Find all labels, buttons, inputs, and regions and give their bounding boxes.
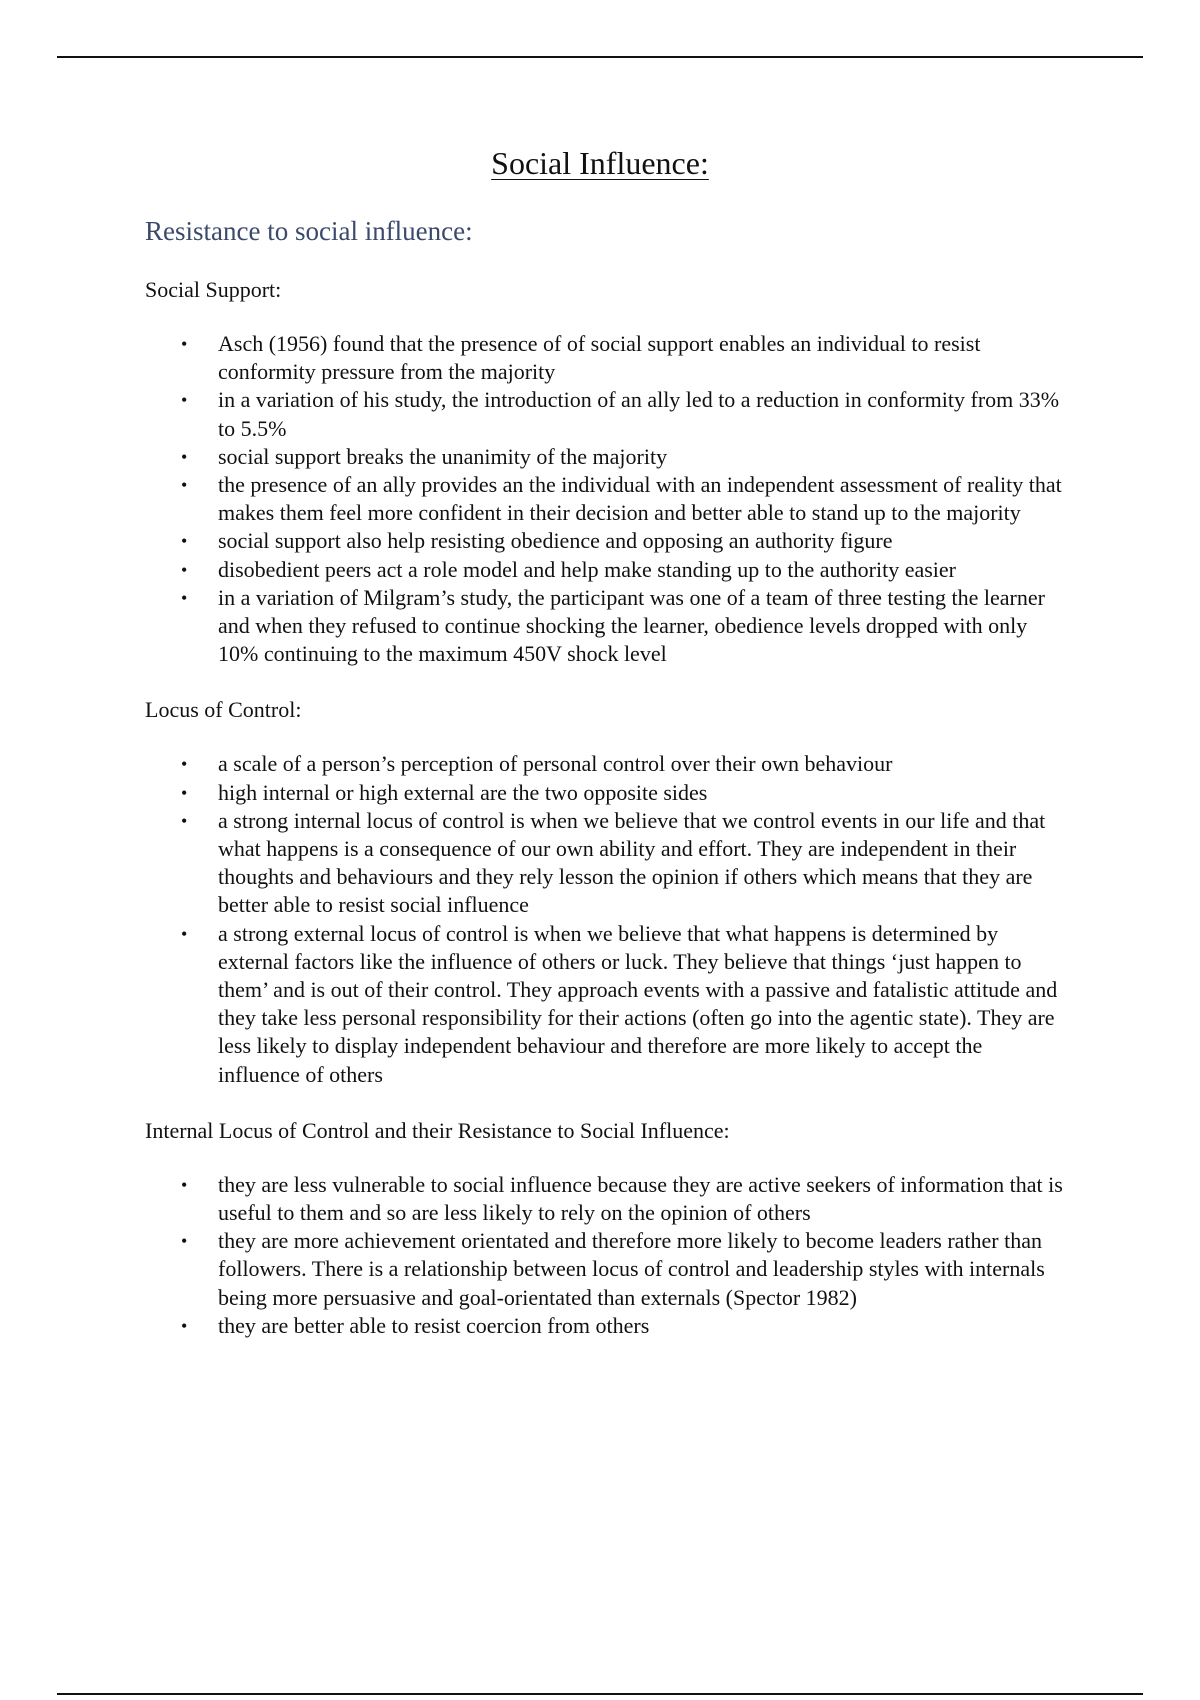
internal-locus-list	[145, 1171, 1065, 1340]
locus-of-control-list	[145, 750, 1065, 1088]
list-item: • a strong external locus of control is when we believe that what happens is determined by external factors like the influence of others or luck. They believe that things ‘just happen to them’ and is out of their control. They approach events with a passive and fatalistic attitude and they take less personal responsibility for their actions (often go into the agentic state). They are less likely to display independent behaviour and therefore are more likely to accept the influence of others	[181, 920, 1058, 1087]
list-item: • they are more achievement orientated and therefore more likely to become leaders rather than followers. There is a relationship between locus of control and leadership styles with internals being more persuasive and goal-orientated than externals (Spector 1982)	[181, 1228, 1045, 1310]
bullet-icon: •	[181, 587, 188, 608]
list-item: • Asch (1956) found that the presence of of social support enables an individual to resist conformity pressure from the majority	[181, 331, 981, 385]
list-item: • they are less vulnerable to social influence because they are active seekers of information that is useful to them and so are less likely to rely on the opinion of others	[181, 1171, 1063, 1226]
list-item: • social support also help resisting obedience and opposing an authority figure	[145, 527, 1065, 555]
bullet-icon: •	[181, 475, 188, 496]
bottom-rule	[57, 1693, 1143, 1695]
bullet-icon: •	[181, 1315, 188, 1336]
bullet-icon: •	[181, 923, 188, 944]
bullet-icon: •	[181, 782, 188, 803]
list-item: • a strong internal locus of control is when we believe that we control events in our life and that what happens is a consequence of our own ability and effort. They are independent in their thoughts and behaviours and they rely lesson the opinion if others which means that they are better able to resist social influence	[181, 807, 1046, 918]
internal-locus-label: Internal Locus of Control and their Resistance to Social Influence:	[145, 1117, 730, 1143]
section-heading: Resistance to social influence:	[145, 216, 473, 246]
bullet-icon: •	[181, 1231, 188, 1252]
bullet-icon: •	[181, 810, 188, 831]
list-item: • in a variation of his study, the introduction of an ally led to a reduction in conformity from 33% to 5.5%	[181, 387, 1060, 441]
list-item: • a scale of a person’s perception of personal control over their own behaviour	[145, 750, 1065, 778]
bullet-icon: •	[181, 1174, 188, 1195]
list-item: • the presence of an ally provides an the individual with an independent assessment of reality that makes them feel more confident in their decision and better able to stand up to the majority	[181, 472, 1062, 526]
bullet-icon: •	[181, 754, 188, 775]
social-support-list	[145, 330, 1065, 668]
document-body	[145, 276, 1065, 1368]
bullet-icon: •	[181, 446, 188, 467]
bullet-icon: •	[181, 559, 188, 580]
social-support-label: Social Support:	[145, 277, 282, 302]
list-item: • high internal or high external are the two opposite sides	[145, 779, 1065, 807]
list-item: • social support breaks the unanimity of the majority	[145, 443, 1065, 471]
locus-of-control-label: Locus of Control:	[145, 697, 302, 723]
bullet-icon: •	[181, 531, 188, 552]
list-item: • they are better able to resist coercion from others	[145, 1312, 1065, 1340]
bullet-icon: •	[181, 390, 188, 411]
list-item: • disobedient peers act a role model and help make standing up to the authority easier	[145, 556, 1065, 584]
page-title: Social Influence:	[491, 145, 709, 181]
top-rule	[57, 56, 1143, 58]
list-item: • in a variation of Milgram’s study, the participant was one of a team of three testing the learner and when they refused to continue shocking the learner, obedience levels dropped with only 10% continuing to the maximum 450V shock level	[181, 584, 1045, 667]
bullet-icon: •	[181, 334, 188, 354]
